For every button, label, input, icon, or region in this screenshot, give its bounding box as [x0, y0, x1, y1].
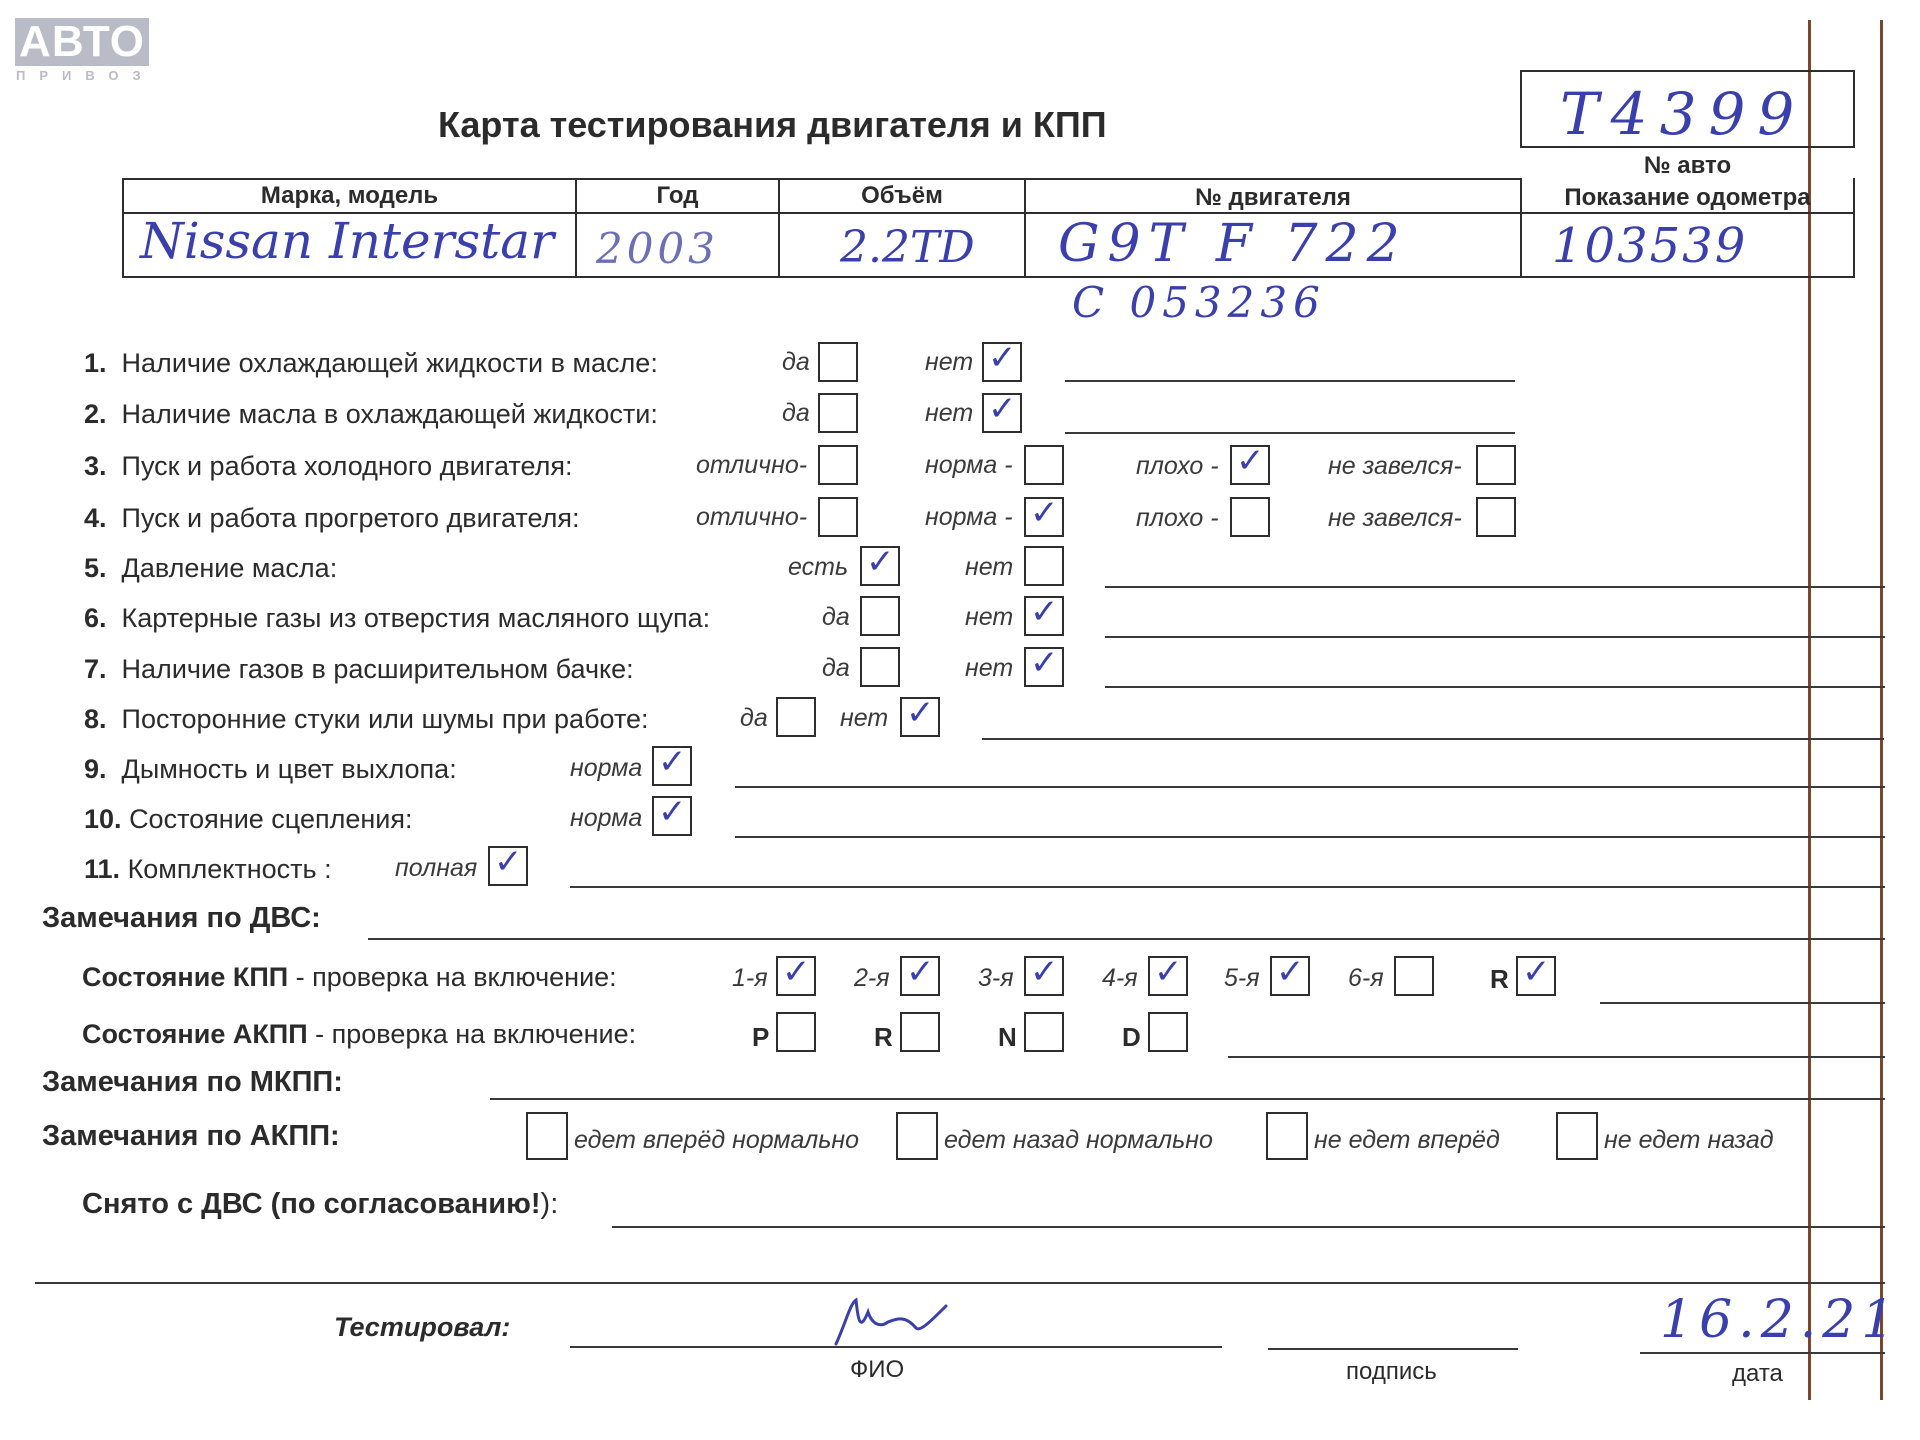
logo: АВТО: [15, 18, 149, 66]
check-icon: ✓: [1154, 952, 1183, 992]
gear-2-checkbox[interactable]: [900, 952, 940, 996]
q7-notes-line: [1105, 686, 1885, 688]
check-icon: ✓: [494, 842, 523, 882]
akpp-label: Состояние АКПП - проверка на включение:: [82, 1019, 637, 1049]
q3-not-started-checkbox[interactable]: [1476, 445, 1516, 485]
auto-no-label: № авто: [1643, 152, 1732, 179]
q1-no-label: нет: [925, 348, 974, 376]
engine-value: G9T F 722: [1058, 214, 1408, 274]
q9-notes-line: [735, 786, 1885, 788]
q4-not-started-label: не завелся-: [1328, 504, 1462, 532]
removed-label: Снято с ДВС (по согласованию!):: [82, 1188, 559, 1220]
q5-present-label: есть: [788, 553, 849, 581]
question-2: 2. Наличие масла в охлаждающей жидкости:: [84, 399, 658, 429]
fio-label: ФИО: [850, 1356, 905, 1383]
gear-2-label: 2-я: [854, 964, 890, 992]
q10-normal-checkbox[interactable]: [652, 792, 692, 836]
q4-normal-checkbox[interactable]: [1024, 493, 1064, 537]
gear-6-label: 6-я: [1348, 964, 1384, 992]
engine-value-2: C 053236: [1072, 278, 1326, 327]
q5-absent-label: нет: [965, 553, 1014, 581]
akpp-no-forward-label: не едет вперёд: [1314, 1126, 1500, 1154]
brand-label: Марка, модель: [260, 182, 439, 209]
kpp-label: Состояние КПП - проверка на включение:: [82, 962, 617, 992]
question-8: 8. Посторонние стуки или шумы при работе:: [84, 704, 649, 734]
mkpp-notes-label: Замечания по МКПП:: [42, 1066, 343, 1098]
sign-line: [1268, 1348, 1518, 1350]
akpp-no-forward-checkbox[interactable]: [1266, 1112, 1308, 1160]
gear-3-label: 3-я: [978, 964, 1014, 992]
gear-r-label: R: [1490, 964, 1509, 994]
q3-not-started-label: не завелся-: [1328, 452, 1462, 480]
removed-line: [612, 1226, 1885, 1228]
margin-line-right: [1880, 20, 1883, 1400]
q1-yes-label: да: [782, 348, 810, 376]
akpp-d-label: D: [1122, 1022, 1141, 1052]
q4-not-started-checkbox[interactable]: [1476, 497, 1516, 537]
engine-notes-line: [368, 938, 1885, 940]
q1-notes-line: [1065, 380, 1515, 382]
q11-complete-checkbox[interactable]: [488, 842, 528, 886]
q3-normal-checkbox[interactable]: [1024, 445, 1064, 485]
akpp-n-checkbox[interactable]: [1024, 1012, 1064, 1052]
odometer-label: Показание одометра: [1564, 184, 1811, 211]
akpp-p-checkbox[interactable]: [776, 1012, 816, 1052]
q3-excellent-label: отлично-: [696, 451, 808, 479]
akpp-no-back-label: не едет назад: [1604, 1126, 1774, 1154]
q11-complete-label: полная: [395, 854, 478, 882]
check-icon: ✓: [782, 952, 811, 992]
check-icon: ✓: [1236, 441, 1265, 481]
q4-bad-checkbox[interactable]: [1230, 497, 1270, 537]
question-3: 3. Пуск и работа холодного двигателя:: [84, 451, 573, 481]
question-6: 6. Картерные газы из отверстия масляного щупа:: [84, 603, 711, 633]
akpp-n-label: N: [998, 1022, 1017, 1052]
gear-3-checkbox[interactable]: [1024, 952, 1064, 996]
bottom-separator: [35, 1282, 1885, 1284]
check-icon: ✓: [658, 792, 687, 832]
date-line: [1640, 1352, 1885, 1354]
q9-normal-label: норма: [570, 754, 643, 782]
q3-excellent-checkbox[interactable]: [818, 445, 858, 485]
akpp-notes-line: [1228, 1056, 1885, 1058]
akpp-p-label: P: [752, 1022, 770, 1052]
check-icon: ✓: [1276, 952, 1305, 992]
q8-notes-line: [982, 738, 1884, 740]
akpp-no-back-checkbox[interactable]: [1556, 1112, 1598, 1160]
gear-1-checkbox[interactable]: [776, 952, 816, 996]
page-title: Карта тестирования двигателя и КПП: [438, 104, 1107, 145]
check-icon: ✓: [906, 952, 935, 992]
q5-notes-line: [1105, 586, 1885, 588]
q8-yes-label: да: [740, 704, 768, 732]
check-icon: ✓: [1030, 592, 1059, 632]
q2-yes-checkbox[interactable]: [818, 393, 858, 433]
check-icon: ✓: [1030, 643, 1059, 683]
mkpp-notes-line: [490, 1098, 1885, 1100]
q2-yes-label: да: [782, 399, 810, 427]
question-7: 7. Наличие газов в расширительном бачке:: [84, 654, 634, 684]
q9-normal-checkbox[interactable]: [652, 742, 692, 786]
date-value: 16.2.21: [1660, 1290, 1901, 1350]
odometer-value: 103539: [1552, 218, 1748, 274]
q7-no-checkbox[interactable]: [1024, 643, 1064, 687]
q1-yes-checkbox[interactable]: [818, 342, 858, 382]
akpp-r-label: R: [874, 1022, 893, 1052]
q6-yes-label: да: [822, 603, 850, 631]
year-label: Год: [656, 182, 699, 209]
check-icon: ✓: [658, 742, 687, 782]
q3-bad-label: плохо -: [1136, 452, 1219, 480]
q10-notes-line: [735, 836, 1885, 838]
check-icon: ✓: [988, 338, 1017, 378]
q7-no-label: нет: [965, 654, 1014, 682]
akpp-d-checkbox[interactable]: [1148, 1012, 1188, 1052]
engine-label: № двигателя: [1195, 184, 1351, 211]
gear-5-checkbox[interactable]: [1270, 952, 1310, 996]
q8-yes-checkbox[interactable]: [776, 697, 816, 737]
q7-yes-label: да: [822, 654, 850, 682]
question-10: 10. Состояние сцепления:: [84, 804, 413, 834]
check-icon: ✓: [1030, 493, 1059, 533]
akpp-notes-label: Замечания по АКПП:: [42, 1120, 340, 1152]
q4-excellent-label: отлично-: [696, 503, 808, 531]
q6-yes-checkbox[interactable]: [860, 596, 900, 636]
check-icon: ✓: [988, 389, 1017, 429]
q6-no-checkbox[interactable]: [1024, 592, 1064, 636]
akpp-back-ok-checkbox[interactable]: [896, 1112, 938, 1160]
q11-notes-line: [570, 886, 1885, 888]
akpp-forward-ok-label: едет вперёд нормально: [574, 1126, 860, 1154]
check-icon: ✓: [1522, 952, 1551, 992]
question-1: 1. Наличие охлаждающей жидкости в масле:: [84, 348, 658, 378]
question-5: 5. Давление масла:: [84, 553, 338, 583]
q2-no-checkbox[interactable]: [982, 389, 1022, 433]
q7-yes-checkbox[interactable]: [860, 647, 900, 687]
tester-signature: [828, 1292, 978, 1352]
q5-absent-checkbox[interactable]: [1024, 546, 1064, 586]
volume-value: 2.2TD: [840, 222, 975, 273]
volume-label: Объём: [861, 182, 943, 209]
gear-5-label: 5-я: [1224, 964, 1260, 992]
gear-r-checkbox[interactable]: [1516, 952, 1556, 996]
q4-excellent-checkbox[interactable]: [818, 497, 858, 537]
gear-1-label: 1-я: [732, 964, 768, 992]
logo-subtitle: ПРИВОЗ: [16, 68, 155, 83]
date-label: дата: [1732, 1360, 1783, 1387]
gear-6-checkbox[interactable]: [1394, 956, 1434, 996]
tested-label: Тестировал:: [334, 1312, 511, 1342]
question-9: 9. Дымность и цвет выхлопа:: [84, 754, 457, 784]
q3-bad-checkbox[interactable]: [1230, 441, 1270, 485]
brand-value: Nissan Interstar: [140, 212, 554, 270]
check-icon: ✓: [906, 693, 935, 733]
q8-no-label: нет: [840, 704, 889, 732]
q3-normal-label: норма -: [925, 451, 1013, 479]
gear-4-label: 4-я: [1102, 964, 1138, 992]
q1-no-checkbox[interactable]: [982, 338, 1022, 382]
q4-normal-label: норма -: [925, 503, 1013, 531]
engine-notes-label: Замечания по ДВС:: [42, 902, 321, 934]
question-4: 4. Пуск и работа прогретого двигателя:: [84, 503, 580, 533]
q2-notes-line: [1065, 432, 1515, 434]
question-11: 11. Комплектность :: [84, 854, 332, 884]
q5-present-checkbox[interactable]: [860, 542, 900, 586]
akpp-forward-ok-checkbox[interactable]: [526, 1112, 568, 1160]
gear-4-checkbox[interactable]: [1148, 952, 1188, 996]
q4-bad-label: плохо -: [1136, 504, 1219, 532]
akpp-r-checkbox[interactable]: [900, 1012, 940, 1052]
sign-label: подпись: [1346, 1358, 1437, 1385]
q6-no-label: нет: [965, 603, 1014, 631]
q10-normal-label: норма: [570, 804, 643, 832]
kpp-notes-line: [1600, 1002, 1885, 1004]
check-icon: ✓: [866, 542, 895, 582]
check-icon: ✓: [1030, 952, 1059, 992]
year-value: 2003: [596, 224, 719, 273]
auto-no-value: T4399: [1560, 80, 1807, 148]
q8-no-checkbox[interactable]: [900, 693, 940, 737]
q2-no-label: нет: [925, 399, 974, 427]
akpp-back-ok-label: едет назад нормально: [944, 1126, 1213, 1154]
q6-notes-line: [1105, 636, 1885, 638]
